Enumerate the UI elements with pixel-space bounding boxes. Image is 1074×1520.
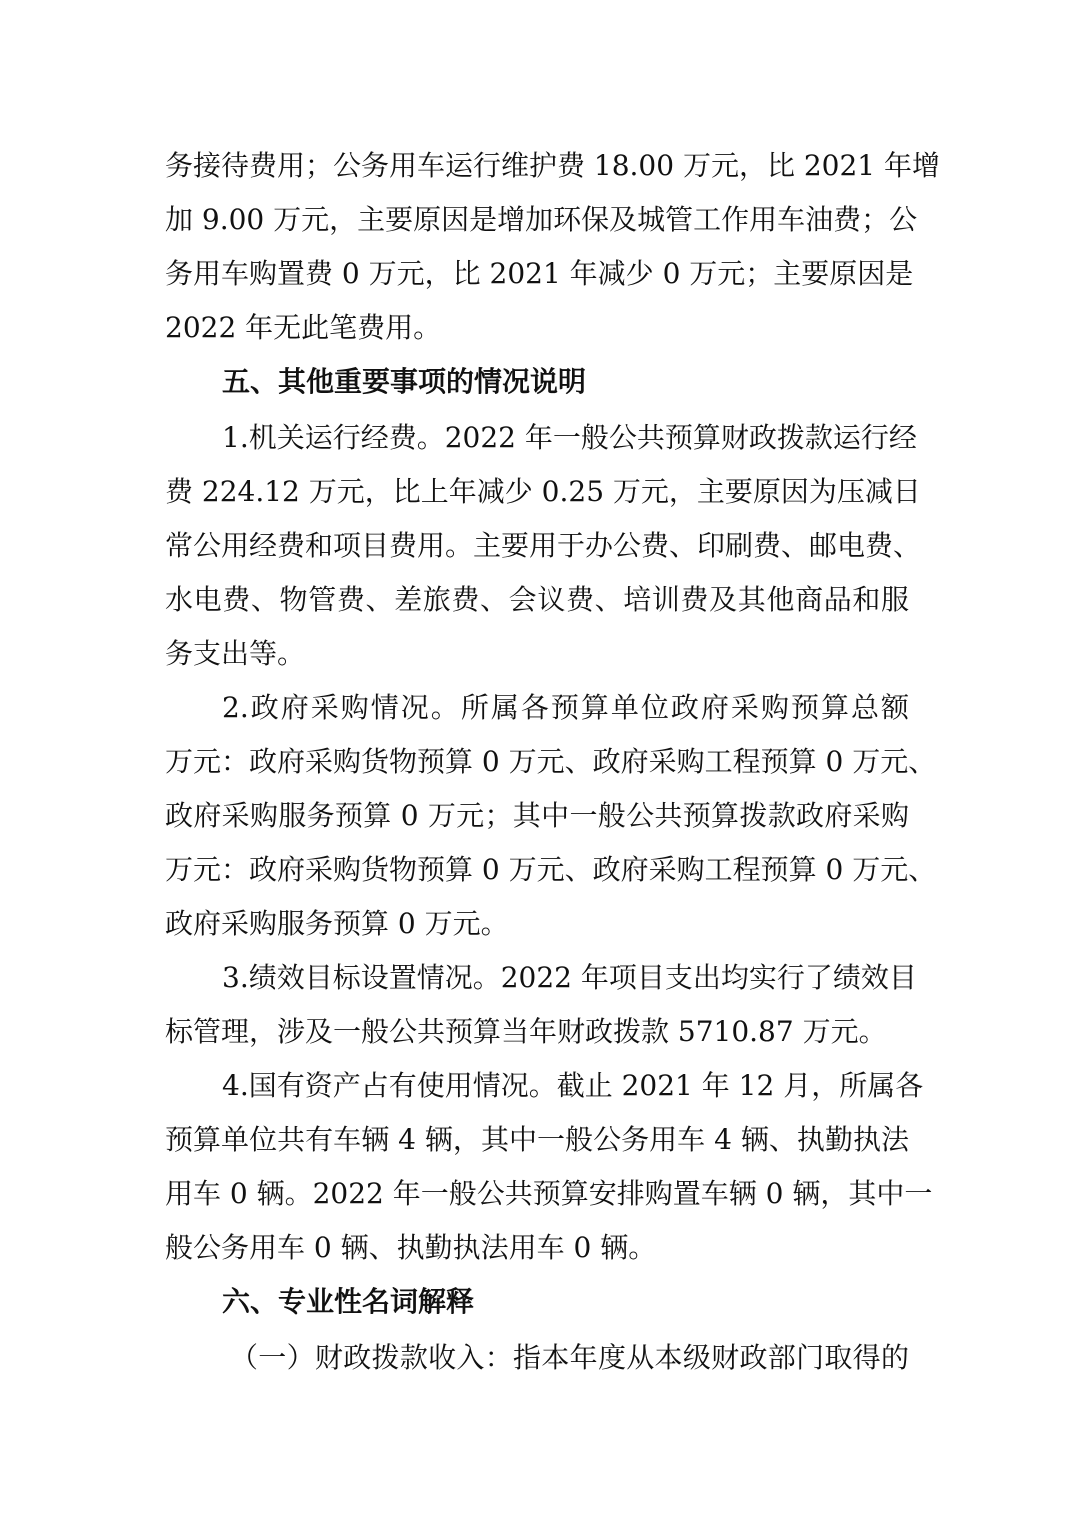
- paragraph-line: 务用车购置费 0 万元，比 2021 年减少 0 万元；主要原因是: [165, 257, 914, 290]
- paragraph-line: 政府采购服务预算 0 万元。: [165, 907, 509, 940]
- section-heading-five: 五、其他重要事项的情况说明: [222, 365, 587, 398]
- paragraph-line: 务支出等。: [165, 637, 306, 670]
- paragraph-line: 万元：政府采购货物预算 0 万元、政府采购工程预算 0 万元、: [165, 853, 937, 886]
- section-heading-six: 六、专业性名词解释: [222, 1285, 475, 1318]
- paragraph-line: 2022 年无此笔费用。: [165, 311, 442, 344]
- paragraph-line: 加 9.00 万元，主要原因是增加环保及城管工作用车油费；公: [165, 203, 918, 236]
- paragraph-line: 常公用经费和项目费用。主要用于办公费、印刷费、邮电费、: [165, 529, 922, 562]
- paragraph-line: 般公务用车 0 辆、执勤执法用车 0 辆。: [165, 1231, 657, 1264]
- paragraph-line: 3.绩效目标设置情况。2022 年项目支出均实行了绩效目: [222, 961, 917, 994]
- paragraph-line: 2.政府采购情况。所属各预算单位政府采购预算总额: [222, 691, 909, 724]
- paragraph-line: 1.机关运行经费。2022 年一般公共预算财政拨款运行经: [222, 421, 917, 454]
- paragraph-line: 水电费、物管费、差旅费、会议费、培训费及其他商品和服: [165, 583, 909, 616]
- paragraph-line: 务接待费用；公务用车运行维护费 18.00 万元，比 2021 年增: [165, 149, 941, 182]
- paragraph-line: 费 224.12 万元，比上年减少 0.25 万元，主要原因为压减日: [165, 475, 921, 508]
- paragraph-line: 预算单位共有车辆 4 辆，其中一般公务用车 4 辆、执勤执法: [165, 1123, 909, 1156]
- paragraph-line: 用车 0 辆。2022 年一般公共预算安排购置车辆 0 辆，其中一: [165, 1177, 933, 1210]
- paragraph-line: 万元：政府采购货物预算 0 万元、政府采购工程预算 0 万元、: [165, 745, 937, 778]
- paragraph-line: （一）财政拨款收入：指本年度从本级财政部门取得的: [230, 1341, 909, 1374]
- paragraph-line: 政府采购服务预算 0 万元；其中一般公共预算拨款政府采购: [165, 799, 909, 832]
- paragraph-line: 4.国有资产占有使用情况。截止 2021 年 12 月，所属各: [222, 1069, 924, 1102]
- paragraph-line: 标管理，涉及一般公共预算当年财政拨款 5710.87 万元。: [165, 1015, 887, 1048]
